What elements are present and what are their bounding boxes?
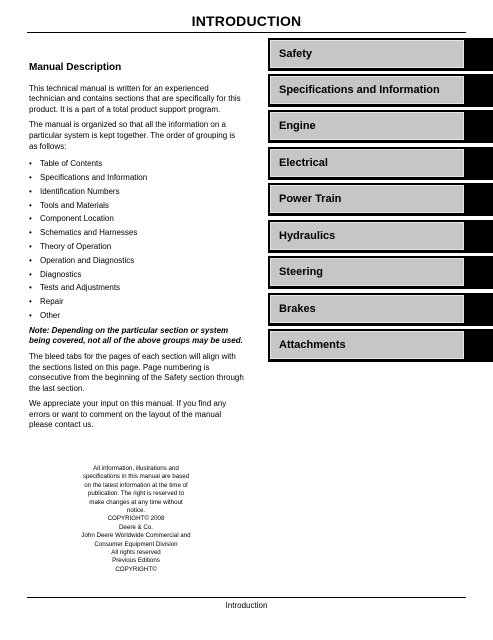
- group-list-item: [29, 268, 244, 282]
- group-list-label: Identification Numbers: [40, 186, 120, 196]
- group-list-label: Component Location: [40, 214, 114, 224]
- group-list-item: [29, 199, 244, 213]
- bullet-icon: •: [29, 241, 32, 251]
- legal-line: All information, illustrations and: [93, 465, 179, 472]
- bullet-icon: •: [29, 214, 32, 224]
- legal-line: Previous Editions: [112, 557, 160, 565]
- group-list-item: [29, 157, 244, 171]
- group-list-item: [29, 281, 244, 295]
- bullet-icon: •: [29, 269, 32, 279]
- section-tab-hydraulics[interactable]: [268, 220, 493, 253]
- bullet-icon: •: [29, 172, 32, 182]
- feedback-paragraph: We appreciate your input on this manual. If you find any errors or want to comment on the layout of the manual please contact us.: [29, 399, 227, 430]
- bullet-icon: •: [29, 159, 32, 169]
- group-list-item: [29, 240, 244, 254]
- group-list-label: Repair: [40, 297, 64, 307]
- legal-notice: [66, 465, 206, 574]
- section-tab-label: Brakes: [279, 303, 316, 315]
- legal-line: All rights reserved: [111, 549, 161, 557]
- legal-line: specifications in this manual are based: [82, 473, 190, 481]
- bullet-icon: •: [29, 255, 32, 265]
- section-tab-safety[interactable]: [268, 38, 493, 71]
- group-list-label: Other: [40, 310, 61, 320]
- group-list-label: Specifications and Information: [40, 172, 148, 182]
- manual-description: [29, 63, 244, 436]
- footer-rule: [27, 597, 466, 598]
- group-list-label: Theory of Operation: [40, 241, 112, 251]
- bullet-icon: •: [29, 186, 32, 196]
- bullet-icon: •: [29, 310, 32, 320]
- group-list-item: [29, 309, 244, 323]
- section-tab-label: Steering: [279, 266, 324, 278]
- page-title: INTRODUCTION: [191, 13, 302, 29]
- section-tab-electrical[interactable]: [268, 147, 493, 180]
- section-tab-specifications-and-information[interactable]: [268, 74, 493, 107]
- group-list-label: Schematics and Harnesses: [40, 228, 138, 238]
- section-heading: Manual Description: [29, 62, 122, 73]
- legal-line: make changes at any time without: [89, 498, 183, 506]
- section-tab-label: Safety: [279, 48, 313, 60]
- group-list-item: [29, 212, 244, 226]
- bullet-icon: •: [29, 297, 32, 307]
- section-tab-label: Attachments: [279, 339, 346, 351]
- legal-line: COPYRIGHT©: [115, 565, 157, 573]
- section-tab-label: Power Train: [279, 193, 342, 205]
- bleed-tabs-paragraph: The bleed tabs for the pages of each section will align with the sections listed on this page. Page numbering is consecutive from the beginning of the Safety section through the last section.: [29, 351, 244, 393]
- bullet-icon: •: [29, 283, 32, 293]
- group-list-item: [29, 171, 244, 185]
- header-rule: [27, 32, 466, 33]
- section-tab-brakes[interactable]: [268, 293, 493, 326]
- group-list: [29, 157, 244, 323]
- legal-line: Deere & Co.: [118, 523, 154, 531]
- section-tab-steering[interactable]: [268, 256, 493, 289]
- group-list-label: Table of Contents: [40, 159, 103, 169]
- group-list-label: Tools and Materials: [40, 200, 109, 210]
- group-list-item: [29, 226, 244, 240]
- group-list-label: Tests and Adjustments: [40, 283, 121, 293]
- bullet-icon: •: [29, 228, 32, 238]
- group-list-item: [29, 185, 244, 199]
- section-tab-label: Engine: [279, 120, 316, 132]
- section-tab-engine[interactable]: [268, 110, 493, 143]
- group-list-item: [29, 295, 244, 309]
- section-tab-label: Electrical: [279, 157, 328, 169]
- section-tab-power-train[interactable]: [268, 183, 493, 216]
- group-list-label: Operation and Diagnostics: [40, 255, 135, 265]
- legal-line: publication. The right is reserved to: [87, 490, 185, 498]
- section-tab-label: Hydraulics: [279, 230, 336, 242]
- page-footer: Introduction: [225, 601, 268, 610]
- bullet-icon: •: [29, 200, 32, 210]
- note-paragraph: Note: Depending on the particular section or system being covered, not all of the above groups may be used.: [29, 325, 243, 346]
- section-tab-attachments[interactable]: [268, 329, 493, 362]
- legal-line: Consumer Equipment Division: [94, 540, 178, 548]
- organization-paragraph: The manual is organized so that all the information on a particular system is kept together. The order of grouping is as follows:: [29, 120, 236, 151]
- section-tab-label: Specifications and Information: [279, 84, 440, 96]
- intro-paragraph: This technical manual is written for an experienced technician and contains sections that are specifically for this product. It is a part of a total product support program.: [29, 83, 241, 114]
- group-list-item: [29, 254, 244, 268]
- legal-line: on the latest information at the time of: [84, 481, 188, 489]
- legal-line: John Deere Worldwide Commercial and: [81, 532, 191, 540]
- legal-line: COPYRIGHT© 2008: [107, 515, 165, 523]
- group-list-label: Diagnostics: [40, 269, 82, 279]
- legal-line: notice.: [126, 507, 146, 515]
